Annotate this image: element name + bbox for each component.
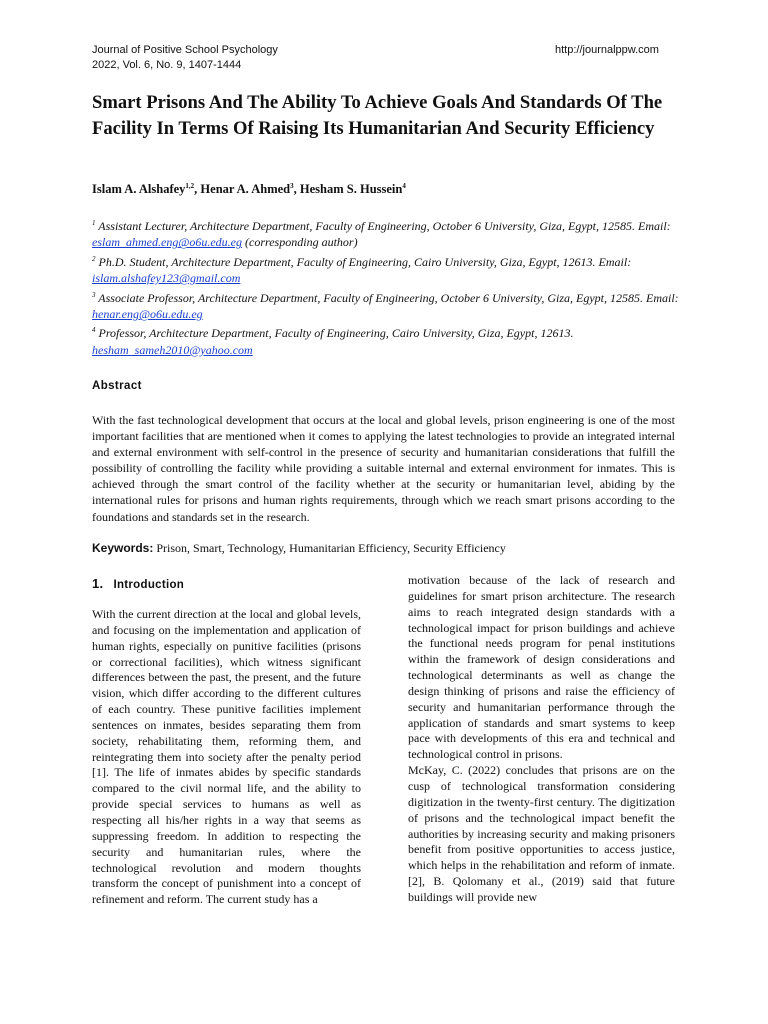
author-name: Islam A. Alshafey [92, 182, 186, 197]
affiliation-number: 3 [92, 290, 96, 299]
email-link[interactable]: hesham_sameh2010@yahoo.com [92, 342, 253, 357]
affiliation-number: 1 [92, 219, 96, 227]
affiliation-item [92, 287, 682, 323]
section-number: 1. [92, 576, 104, 591]
affiliation-number: 4 [92, 326, 96, 335]
affiliation-note: (corresponding author) [242, 235, 358, 250]
affiliation-item [92, 322, 682, 358]
journal-issue: 2022, Vol. 6, No. 9, 1407-1444 [92, 59, 242, 71]
affiliation-text: Professor, Architecture Department, Faculty of Engineering, Cairo University, Giza, Egypt, 12613. [98, 326, 574, 341]
author-separator: , [194, 182, 201, 197]
body-column-right [408, 573, 675, 906]
author-name: Hesham S. Hussein [299, 182, 403, 197]
email-link[interactable]: henar.eng@o6u.edu.eg [92, 307, 203, 322]
paper-title: Smart Prisons And The Ability To Achieve Goals And Standards Of The Facility In Terms Of Raising Its Humanitarian And Security Efficiency [92, 92, 663, 139]
email-link[interactable]: eslam_ahmed.eng@o6u.edu.eg [92, 235, 243, 250]
keywords-label: Keywords: [92, 541, 154, 555]
keywords [92, 541, 675, 556]
abstract-heading: Abstract [92, 380, 142, 392]
keywords-list: Prison, Smart, Technology, Humanitarian Efficiency, Security Efficiency [153, 541, 506, 555]
affiliations [92, 215, 682, 358]
author-affiliation-mark: 4 [402, 182, 406, 190]
author-separator: , [293, 182, 300, 197]
affiliation-text: Associate Professor, Architecture Department, Faculty of Engineering, October 6 University, Giza, Egypt, 12585. Email: [98, 290, 679, 305]
body-column-left: With the current direction at the local and global levels, and focusing on the implementation and application of human rights, especially on punitive facilities (prisons or correctional facilities), which witness significant differences between the past, the present, and the future vision, which differ according to the different cultures of each country. These punitive facilities implement sentences on inmates, besides separating them from society, rehabilitating them, reforming them, and reintegrating them into society after the penalty period [1]. The life of inmates abides by specific standards compared to the civil normal life, and the ability to provide special services to humans as well as respecting all his/her rights in a way that seems as suppressing freedom. In addition to respecting the security and humanitarian rules, where the technological revolution and modern thoughts transform the concept of punishment into a concept of refinement and reform. The current study has a [92, 607, 361, 907]
author-affiliation-mark: 1,2 [185, 182, 195, 190]
author-list [92, 182, 406, 197]
section-heading [92, 576, 184, 591]
author-name: Henar A. Ahmed [200, 182, 291, 197]
affiliation-item [92, 251, 682, 287]
journal-name: Journal of Positive School Psychology [92, 44, 278, 56]
email-link[interactable]: islam.alshafey123@gmail.com [92, 271, 241, 286]
affiliation-text: Ph.D. Student, Architecture Department, Faculty of Engineering, Cairo University, Giza, Egypt, 12613. Email: [98, 254, 632, 269]
journal-url[interactable]: http://journalppw.com [555, 44, 659, 56]
abstract-text: With the fast technological development that occurs at the local and global levels, prison engineering is one of the most important facilities that are mentioned when it comes to applying the latest technologies to provide an integrated internal and external environment with self-control in the presence of security and humanitarian considerations that fulfill the possibility of controlling the facility while providing a suitable internal and external environment for inmates. This is achieved through the smart control of the facility whether at the security or humanitarian level, abiding by the international rules for prisons and human rights requirements, through which we reach smart prisons according to the foundations and standards set in the research. [92, 413, 675, 524]
affiliation-item [92, 215, 682, 251]
author-affiliation-mark: 3 [290, 182, 294, 190]
affiliation-text: Assistant Lecturer, Architecture Department, Faculty of Engineering, October 6 University, Giza, Egypt, 12585. Email: [98, 219, 671, 233]
body-paragraph: McKay, C. (2022) concludes that prisons are on the cusp of technological transformation considering digitization in the twenty-first century. The digitization of prisons and the technological impact benefit the authorities by increasing security and making prisoners benefit from positive opportunities to access justice, which helps in the rehabilitation and reform of inmate. [2], B. Qolomany et al., (2019) said that future buildings will provide new [408, 763, 675, 904]
body-paragraph: motivation because of the lack of research and guidelines for smart prison architecture. The research aims to reach integrated design standards with a technological impact for prison buildings and achieve the functional needs program for penal institutions within the framework of design considerations and technological determinants as well as change the design thinking of prisons and raise the efficiency of security and humanitarian performance through the application of standards and smart systems to keep pace with developments of this era and technical and technological control in prisons. [408, 573, 675, 762]
affiliation-number: 2 [92, 254, 96, 263]
section-title: Introduction [113, 579, 185, 591]
